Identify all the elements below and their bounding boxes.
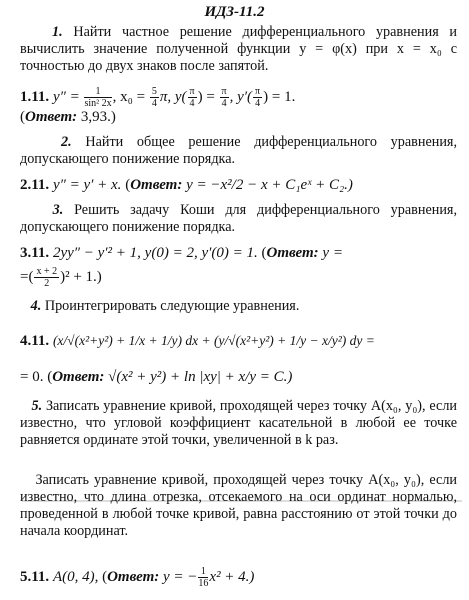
task-1-text: Найти частное решение дифференциального уравнения и вычислить значение полученной функции y = φ(x) при x = x₀ с точностью до двух знаков после запятой. [20, 24, 457, 74]
problem-5-11-label: 5.11. [20, 568, 50, 585]
problem-5-11-eq: A(0, 4), [52, 568, 99, 585]
task-4-statement [20, 298, 457, 315]
task-1-statement [20, 24, 457, 75]
task-1-number: 1. [52, 24, 63, 40]
task-5-number: 5. [31, 398, 43, 414]
problem-3-11-label: 3.11. [20, 245, 50, 261]
problem-4-11-line1: (x/√(x²+y²) + 1/x + 1/y) dx + (y/√(x²+y²) + 1/y − x/y²) dy = [52, 333, 375, 348]
answer-label: Ответ: [25, 109, 78, 125]
problem-1-11-eq-a: y″ = [52, 88, 80, 105]
problem-1-11-frac2: $\frac{5}{4}$ [151, 86, 157, 109]
task-2-text: Найти общее решение дифференциального уравнения, допускающего понижение порядка. [20, 134, 457, 167]
problem-2-11: 2.11. y″ = y′ + x. (Ответ: y = −x²/2 − x + C₁eˣ + C₂.) [20, 177, 353, 193]
problem-1-11-eq-b: , x₀ = [112, 88, 146, 105]
problem-5-11: 5.11. A(0, 4), (Ответ: y = − $\frac{1}{16}$ x² + 4.) [20, 566, 255, 589]
problem-1-11-eq-f: ) = 1. [263, 88, 296, 105]
problem-4-11-line2: = 0. (Ответ: √(x² + y²) + ln |xy| + x/y = C.) [20, 369, 293, 385]
problem-1-11 [20, 86, 460, 109]
problem-4-11 [20, 332, 460, 350]
problem-1-11-frac3: $\frac{\pi}{4}$ [189, 86, 195, 109]
task-2-statement [20, 134, 457, 168]
task-5-alt-text: Записать уравнение кривой, проходящей через точку A(x₀, y₀), если известно, что длина отрезка, отсекаемого на оси ординат нормалью, проведенной в любой точке кривой, равна расстоянию от этой точки до начала координат. [20, 472, 457, 539]
problem-3-11-eq: 2yy″ − y′² + 1, y(0) = 2, y′(0) = 1. [52, 245, 258, 261]
problem-1-11-eq-e: , y′( [229, 88, 253, 105]
problem-4-11-answer-value: √(x² + y²) + ln |xy| + x/y = C.) [108, 369, 293, 385]
answer-label: Ответ: [130, 177, 183, 193]
task-4-number: 4. [30, 298, 42, 314]
task-5-alt-statement [20, 472, 457, 540]
problem-3-11: 3.11. 2yy″ − y′² + 1, y(0) = 2, y′(0) = 1. (Ответ: y = [20, 245, 343, 261]
problem-2-11-answer-value: y = −x²/2 − x + C₁eˣ + C₂.) [186, 177, 353, 193]
task-3-statement [20, 202, 457, 236]
problem-1-11-frac4: $\frac{\pi}{4}$ [221, 86, 227, 109]
problem-3-11-answer-line2: =( $\frac{x + 2}{2}$ )² + 1.) [20, 266, 102, 289]
problem-2-11-eq: y″ = y′ + x. [52, 177, 122, 193]
answer-label: Ответ: [266, 245, 319, 261]
problem-1-11-frac5: $\frac{\pi}{4}$ [255, 86, 261, 109]
problem-5-11-answer-value: y = − [163, 568, 198, 585]
page-title: ИДЗ-11.2 [204, 4, 265, 20]
answer-label: Ответ: [107, 568, 160, 585]
problem-1-11-answer-value: 3,93. [80, 109, 111, 125]
task-3-number: 3. [52, 202, 64, 218]
problem-1-11-label: 1.11. [20, 88, 50, 105]
task-2-number: 2. [61, 134, 72, 150]
task-3-text: Решить задачу Коши для дифференциального уравнения, допускающего понижение порядка. [20, 202, 457, 235]
problem-3-11-frac: $\frac{x + 2}{2}$ [36, 266, 58, 289]
problem-2-11-label: 2.11. [20, 177, 50, 193]
task-5-statement [20, 398, 457, 449]
task-4-text: Проинтегрировать следующие уравнения. [41, 298, 300, 314]
problem-1-11-frac: $\frac{1}{\text{sin² 2x}}$ [84, 86, 112, 109]
problem-1-11-eq-c: π, y( [159, 88, 187, 105]
task-5-text: Записать уравнение кривой, проходящей через точку A(x₀, y₀), если известно, что угловой коэффициент касательной в любой ее точке равняется ординате этой точки, увеличенной в k раз. [20, 398, 457, 448]
problem-1-11-answer: (Ответ: 3,93.) [20, 109, 116, 125]
problem-1-11-eq-d: ) = [197, 88, 215, 105]
problem-3-11-answer-value: y = [322, 245, 343, 261]
answer-label: Ответ: [52, 369, 105, 385]
problem-4-11-label: 4.11. [20, 333, 50, 349]
problem-5-11-frac: $\frac{1}{16}$ [198, 566, 209, 589]
problem-5-11-answer-tail: x² + 4.) [209, 568, 255, 585]
